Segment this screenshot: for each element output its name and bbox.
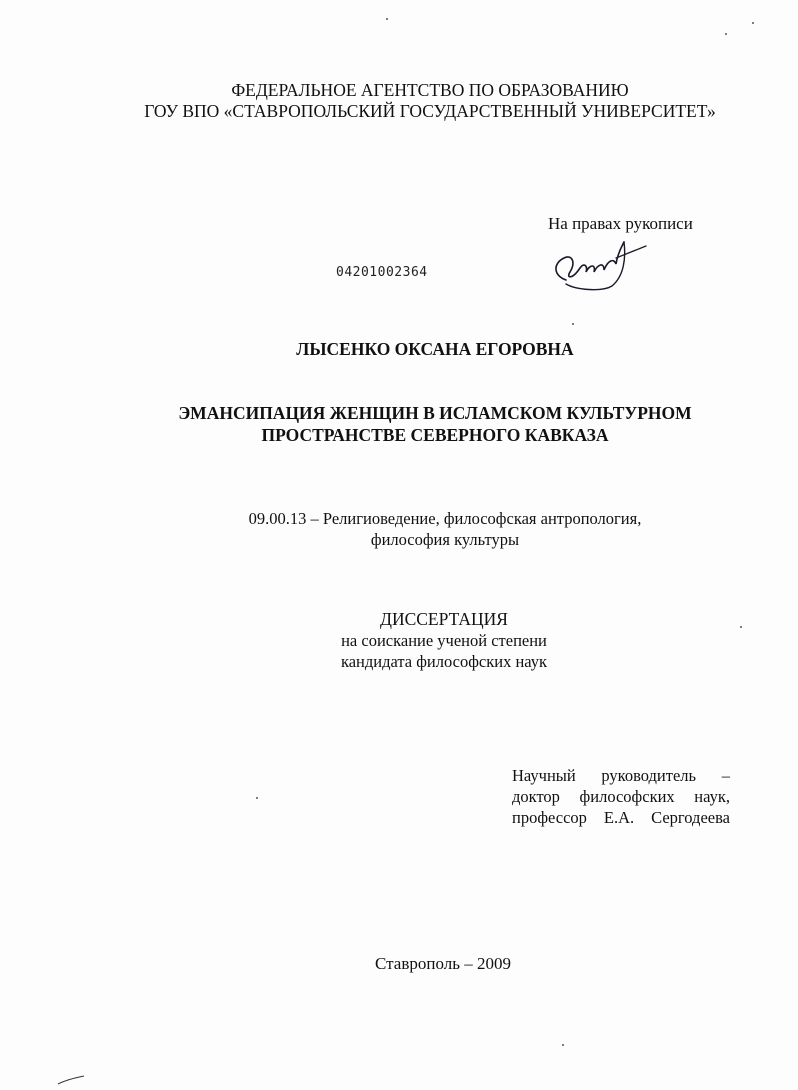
handwritten-signature xyxy=(546,228,656,293)
registration-code: 04201002364 xyxy=(336,265,428,280)
degree-line-2: кандидата философских наук xyxy=(340,652,548,671)
dissertation-block xyxy=(0,609,798,672)
specialty-line-2: философия культуры xyxy=(370,530,520,549)
scan-speck xyxy=(752,22,754,24)
city-year: Ставрополь – 2009 xyxy=(375,954,511,973)
scan-speck xyxy=(562,1044,564,1046)
advisor-block xyxy=(512,765,730,828)
university-line: ГОУ ВПО «СТАВРОПОЛЬСКИЙ ГОСУДАРСТВЕННЫЙ УНИВЕРСИТЕТ» xyxy=(144,101,716,121)
title-line-1: ЭМАНСИПАЦИЯ ЖЕНЩИН В ИСЛАМСКОМ КУЛЬТУРНОМ xyxy=(178,403,692,423)
rights-notice: На правах рукописи xyxy=(548,214,693,233)
scan-speck xyxy=(725,33,727,35)
scan-speck xyxy=(740,626,742,628)
scan-speck xyxy=(572,323,574,325)
dissertation-title xyxy=(0,402,798,446)
scan-mark xyxy=(56,1074,86,1088)
advisor-line-3: профессор Е.А. Сергодеева xyxy=(512,808,730,827)
author-name: ЛЫСЕНКО ОКСАНА ЕГОРОВНА xyxy=(296,339,574,359)
degree-line-1: на соискание ученой степени xyxy=(341,631,547,650)
advisor-line-1: Научный руководитель – xyxy=(512,766,730,785)
scan-speck xyxy=(256,797,258,799)
specialty-line-1: 09.00.13 – Религиоведение, философская антропология, xyxy=(248,509,642,528)
header-block xyxy=(0,80,798,122)
advisor-line-2: доктор философских наук, xyxy=(512,787,730,806)
dissertation-heading: ДИССЕРТАЦИЯ xyxy=(380,609,508,629)
specialty-block xyxy=(0,508,798,550)
agency-line: ФЕДЕРАЛЬНОЕ АГЕНТСТВО ПО ОБРАЗОВАНИЮ xyxy=(231,80,629,100)
title-line-2: ПРОСТРАНСТВЕ СЕВЕРНОГО КАВКАЗА xyxy=(261,425,609,445)
scan-speck xyxy=(386,18,388,20)
